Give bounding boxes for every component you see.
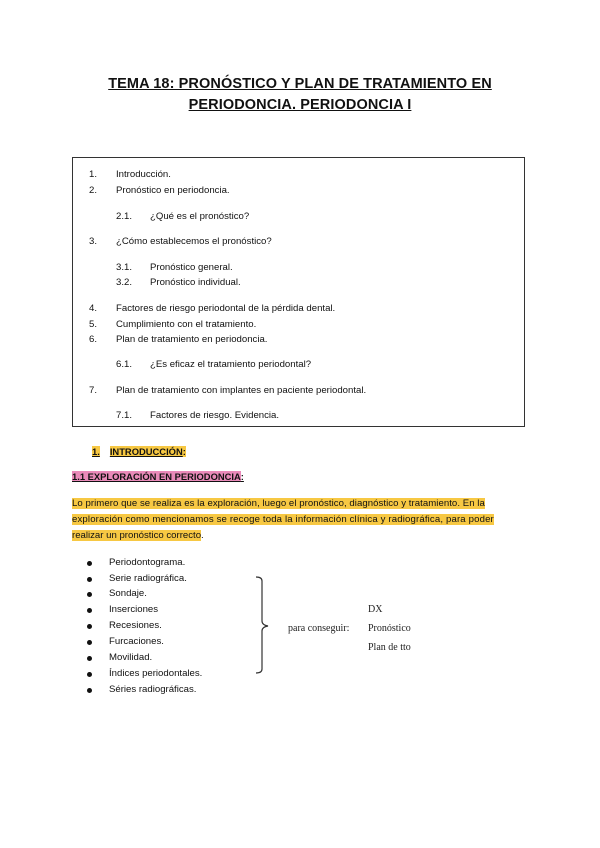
table-of-contents: 1. Introducción. 2. Pronóstico en periodoncia. 2.1. ¿Qué es el pronóstico? 3. ¿Cómo establecemos el pronóstico? 3.1. Pronóstico general. 3.2. Pronóstico individual. 4. Factores de riesgo periodontal de la pérdida dental. 5. Cumplimiento con el tratamiento. 6. Plan de tratamiento en periodoncia. 6.1. ¿Es eficaz el tratamiento periodontal? 7. Plan de tratamiento con implantes en paciente periodontal. 7.1. Factores de riesgo. Evidencia. [72, 157, 525, 427]
bullet-dot [87, 656, 92, 661]
paragraph-line: exploración como mencionamos se recoge toda la información clínica y radiográfica, para poder [72, 514, 494, 525]
bullet-dot [87, 561, 92, 566]
bullet-dot [87, 624, 92, 629]
section-suffix: : [182, 446, 186, 457]
intro-paragraph [72, 496, 527, 544]
paragraph-line: realizar un pronóstico correcto. [72, 530, 204, 541]
bullet-dot [87, 640, 92, 645]
section-label: INTRODUCCIÓN [109, 446, 183, 457]
section-heading-introduccion [92, 446, 186, 457]
subsection-label: 1.1 EXPLORACIÓN EN PERIODONCIA [72, 471, 241, 482]
bullet-dot [87, 688, 92, 693]
bullet-dot [87, 672, 92, 677]
goal-item: Pronóstico [368, 623, 411, 634]
page-title-line-2: PERIODONCIA. PERIODONCIA I [188, 97, 412, 113]
curly-brace-icon [254, 575, 284, 675]
bullet-dot [87, 577, 92, 582]
subsection-suffix: : [240, 471, 244, 482]
paragraph-line: Lo primero que se realiza es la exploración, luego el pronóstico, diagnóstico y tratamiento. En la [72, 498, 485, 509]
goal-item: DX [368, 604, 383, 615]
page-title-line-1: TEMA 18: PRONÓSTICO Y PLAN DE TRATAMIENTO EN [108, 76, 492, 92]
annotation-lead: para conseguir: [288, 623, 350, 634]
section-number: 1. [92, 446, 100, 457]
goal-item: Plan de tto [368, 642, 411, 653]
bullet-dot [87, 608, 92, 613]
bullet-dot [87, 592, 92, 597]
subsection-heading-exploracion [72, 471, 244, 482]
